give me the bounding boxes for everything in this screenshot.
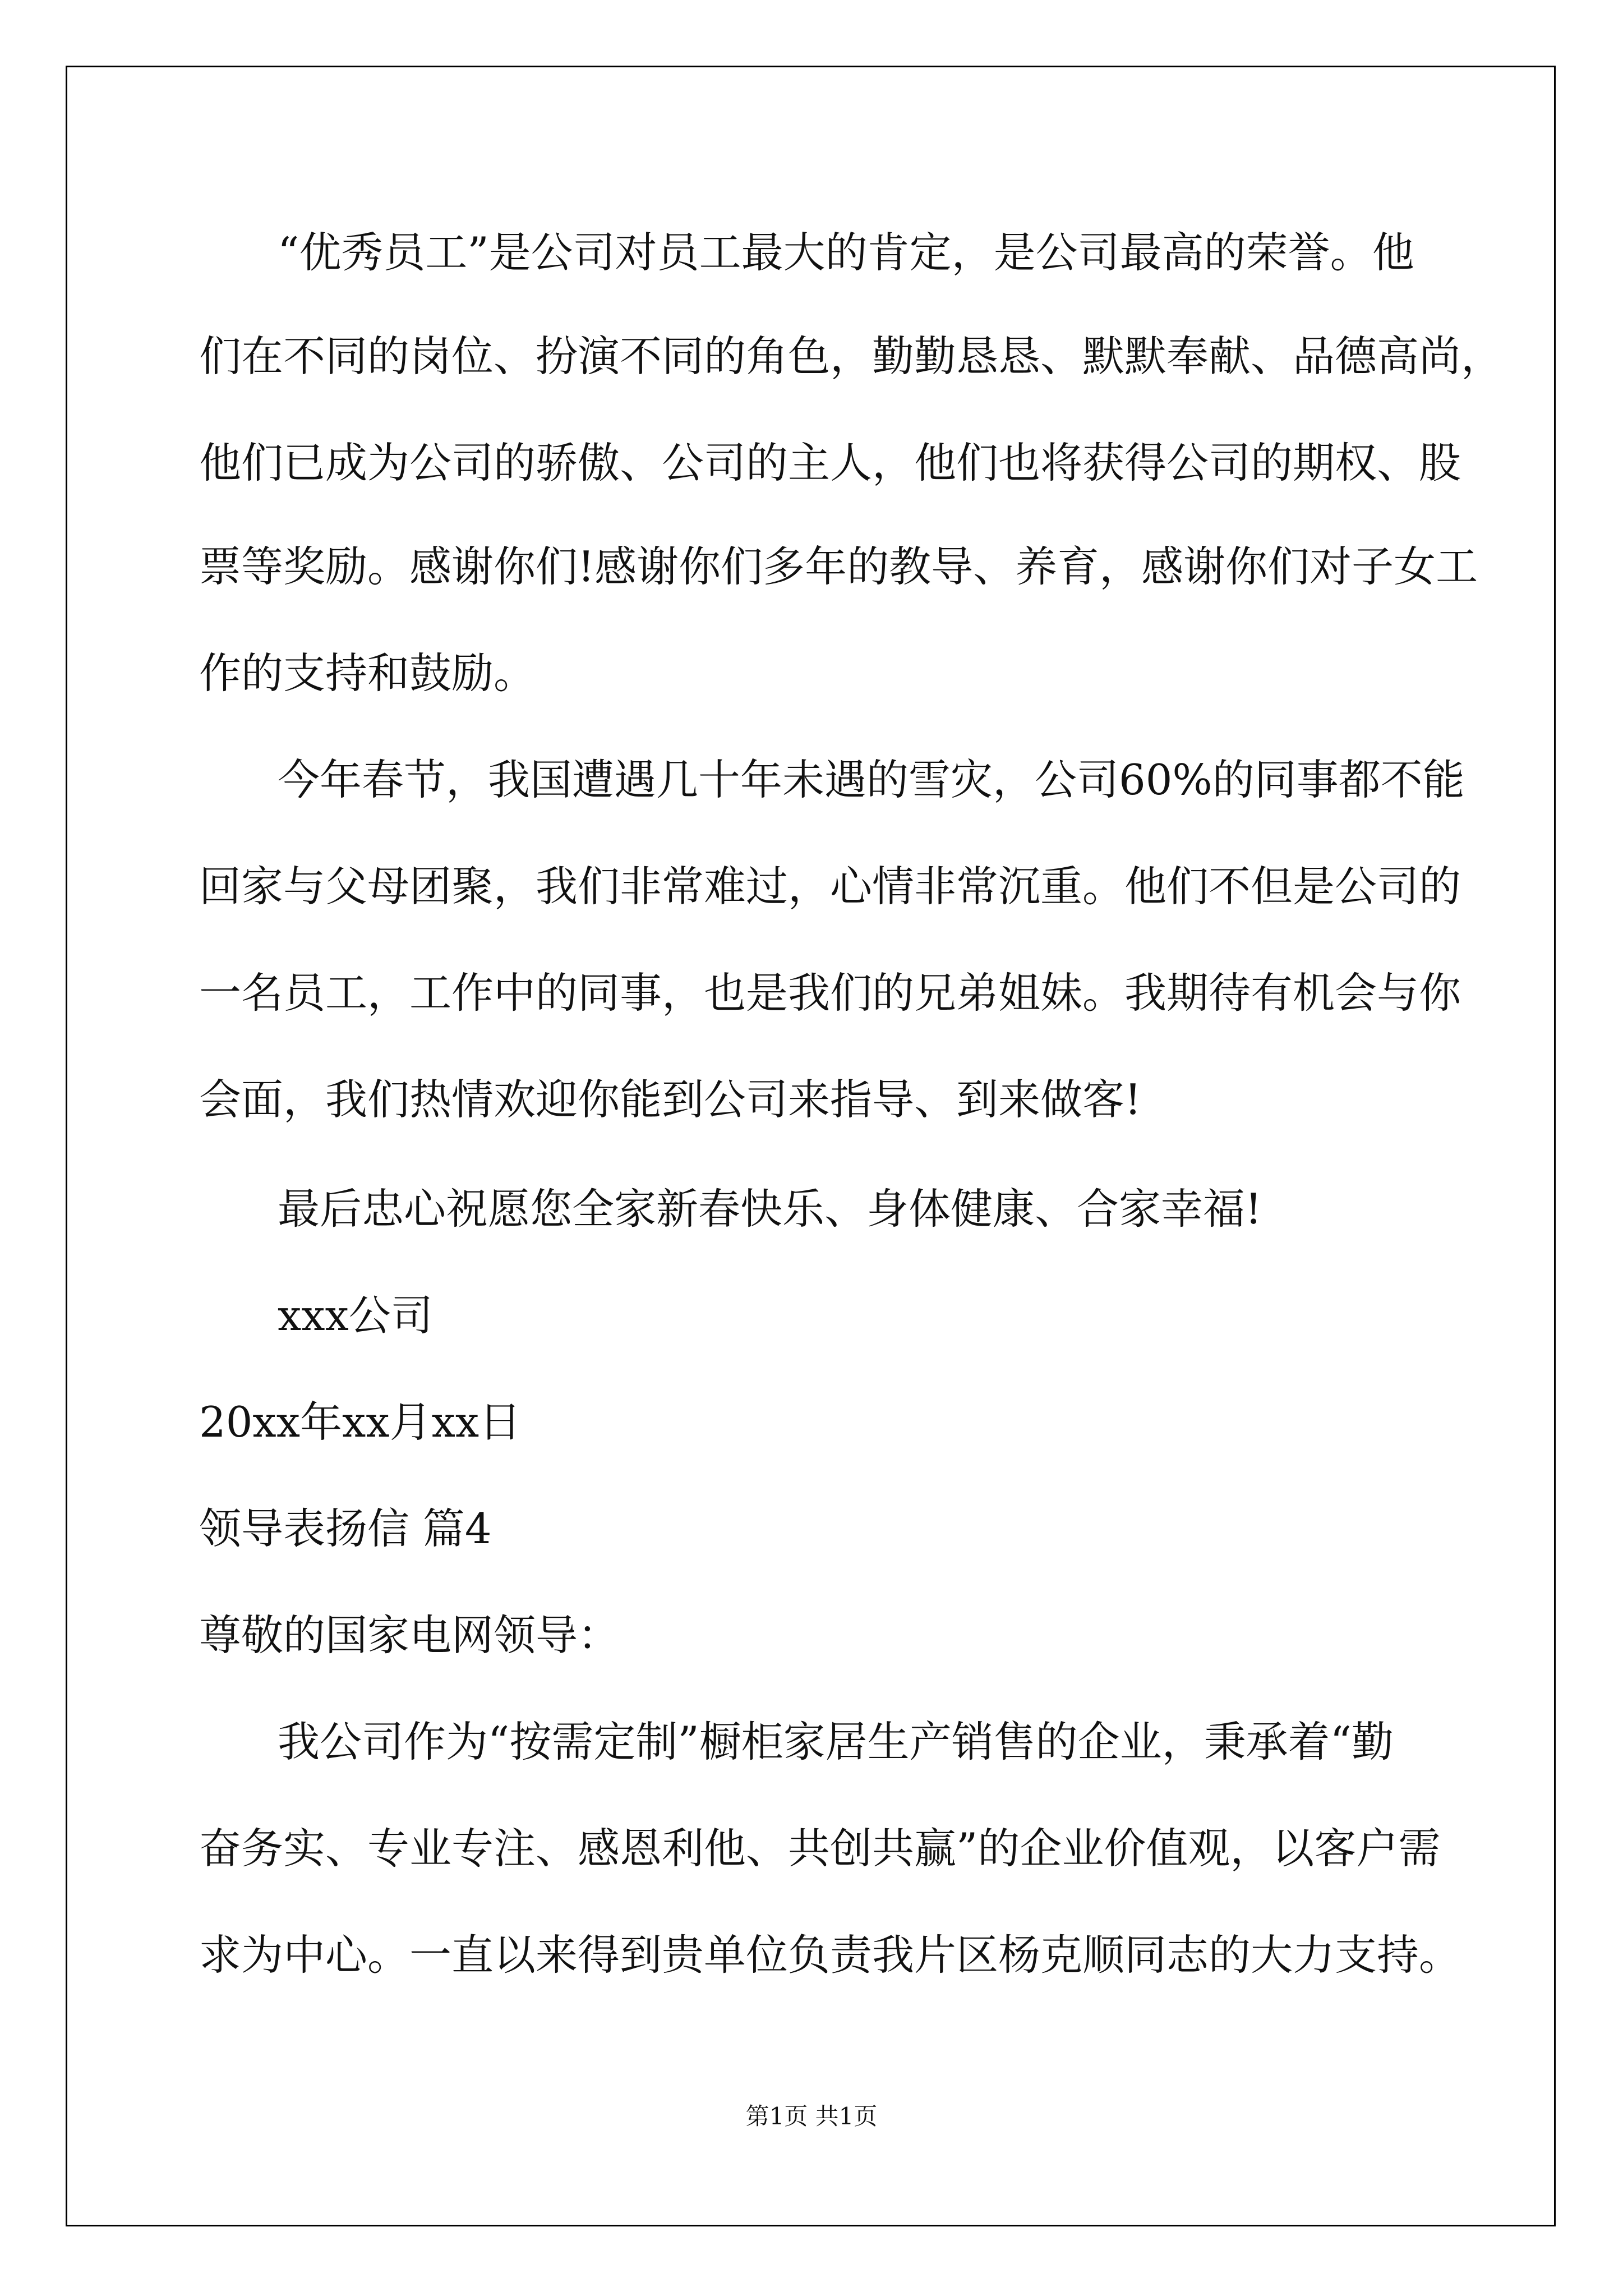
- salutation: 尊敬的国家电网领导：: [199, 1611, 620, 1660]
- paragraph-line: “优秀员工”是公司对员工最大的肯定，是公司最高的荣誉。他: [278, 228, 1414, 277]
- paragraph-line: 最后忠心祝愿您全家新春快乐、身体健康、合家幸福!: [278, 1184, 1262, 1234]
- paragraph-line: 求为中心。一直以来得到贵单位负责我片区杨克顺同志的大力支持。: [199, 1930, 1461, 1980]
- page-number: 第1页 共1页: [745, 2102, 878, 2130]
- paragraph-line: 他们已成为公司的骄傲、公司的主人，他们也将获得公司的期权、股: [199, 438, 1461, 487]
- paragraph-line: 今年春节，我国遭遇几十年未遇的雪灾，公司60%的同事都不能: [278, 755, 1465, 804]
- paragraph-line: 一名员工，工作中的同事，也是我们的兄弟姐妹。我期待有机会与你: [199, 968, 1461, 1018]
- paragraph-line: 票等奖励。感谢你们!感谢你们多年的教导、养育，感谢你们对子女工: [199, 542, 1478, 591]
- paragraph-line: 们在不同的岗位、扮演不同的角色，勤勤恳恳、默默奉献、品德高尚，: [199, 332, 1504, 381]
- letter-date: 20xx年xx月xx日: [199, 1397, 522, 1447]
- company-signature: xxx公司: [278, 1291, 433, 1340]
- paragraph-line: 作的支持和鼓励。: [199, 648, 536, 698]
- paragraph-line: 我公司作为“按需定制”橱柜家居生产销售的企业，秉承着“勤: [278, 1717, 1394, 1766]
- page-border: [66, 66, 1556, 2226]
- paragraph-line: 回家与父母团聚，我们非常难过，心情非常沉重。他们不但是公司的: [199, 862, 1461, 911]
- paragraph-line: 会面，我们热情欢迎你能到公司来指导、到来做客!: [199, 1075, 1142, 1124]
- paragraph-line: 奋务实、专业专注、感恩利他、共创共赢”的企业价值观，以客户需: [199, 1824, 1441, 1873]
- section-heading: 领导表扬信 篇4: [199, 1504, 492, 1553]
